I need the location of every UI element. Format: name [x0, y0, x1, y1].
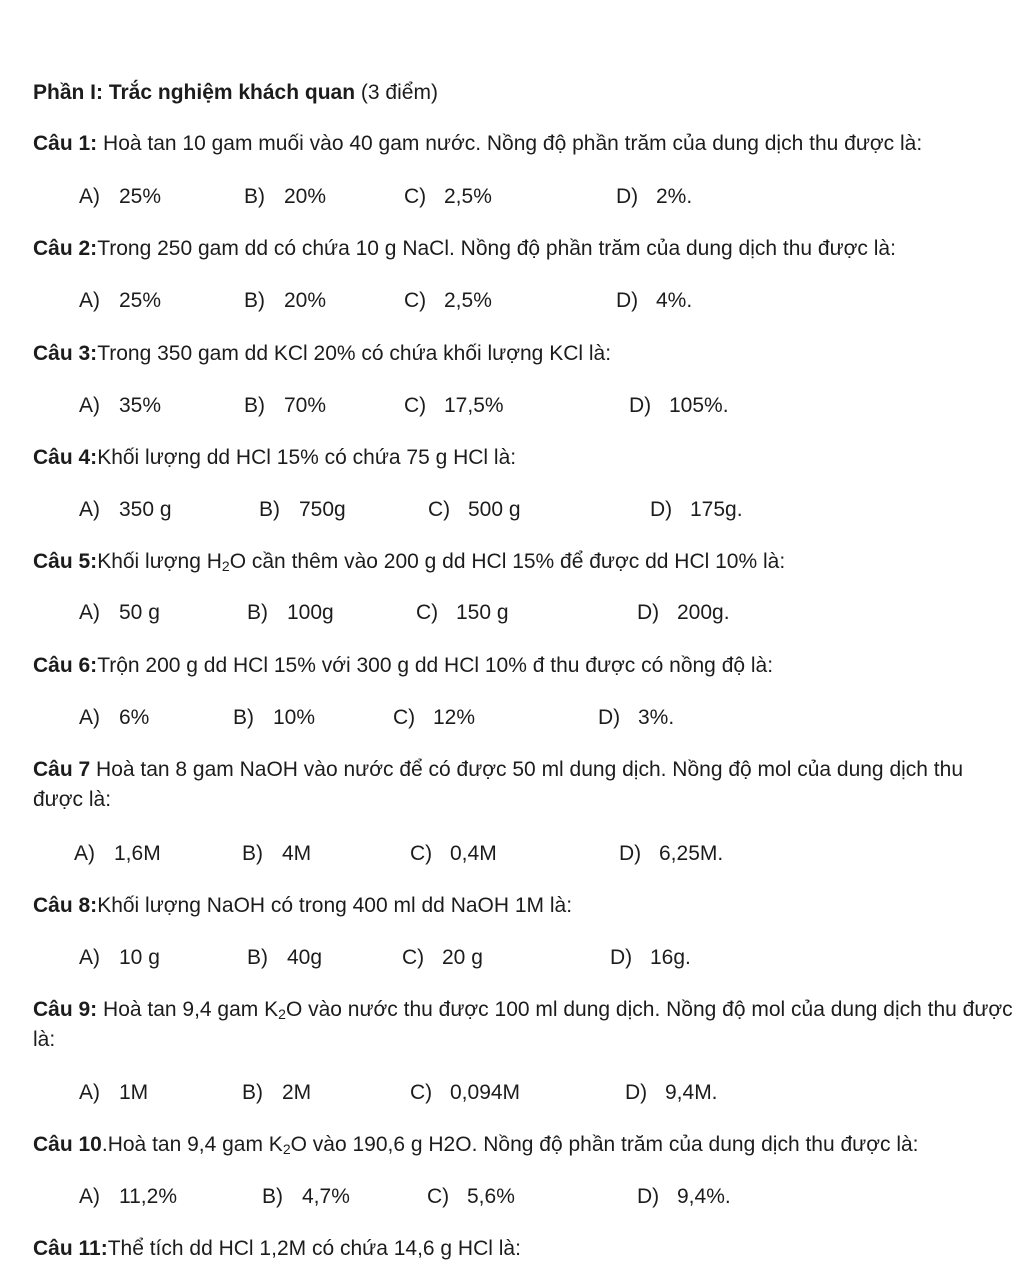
q2-option-d: D) 4%.	[616, 289, 693, 312]
q6-option-a: A) 6%	[79, 706, 150, 729]
q4-option-b: B) 750g	[259, 498, 346, 521]
question-3: Câu 3:Trong 350 gam dd KCl 20% có chứa khối lượng KCl là:	[33, 342, 612, 365]
q6-option-d: D) 3%.	[598, 706, 675, 729]
q10-option-a: A) 11,2%	[79, 1185, 177, 1208]
q9-option-d: D) 9,4M.	[625, 1081, 718, 1104]
question-2: Câu 2:Trong 250 gam dd có chứa 10 g NaCl. Nồng độ phần trăm của dung dịch thu được là:	[33, 237, 896, 260]
q1-option-b: B) 20%	[244, 185, 327, 208]
q10-option-c: C) 5,6%	[427, 1185, 515, 1208]
q8-option-c: C) 20 g	[402, 946, 483, 969]
question-1: Câu 1: Hoà tan 10 gam muối vào 40 gam nước. Nồng độ phần trăm của dung dịch thu được là:	[33, 132, 923, 155]
q5-option-a: A) 50 g	[79, 601, 160, 624]
q8-option-a: A) 10 g	[79, 946, 160, 969]
q1-option-d: D) 2%.	[616, 185, 693, 208]
question-8: Câu 8:Khối lượng NaOH có trong 400 ml dd NaOH 1M là:	[33, 894, 573, 917]
q9-option-c: C) 0,094M	[410, 1081, 521, 1104]
q4-option-d: D) 175g.	[650, 498, 743, 521]
question-4: Câu 4:Khối lượng dd HCl 15% có chứa 75 g HCl là:	[33, 446, 517, 469]
question-11: Câu 11:Thể tích dd HCl 1,2M có chứa 14,6 g HCl là:	[33, 1237, 521, 1260]
q2-option-b: B) 20%	[244, 289, 327, 312]
section-title: Phần I: Trắc nghiệm khách quan (3 điểm)	[33, 81, 438, 104]
q2-option-c: C) 2,5%	[404, 289, 492, 312]
q10-option-d: D) 9,4%.	[637, 1185, 731, 1208]
q5-option-c: C) 150 g	[416, 601, 509, 624]
q10-option-b: B) 4,7%	[262, 1185, 350, 1208]
question-7: Câu 7 Hoà tan 8 gam NaOH vào nước để có được 50 ml dung dịch. Nồng độ mol của dung dịch thu được là:	[33, 758, 963, 811]
q7-option-b: B) 4M	[242, 842, 312, 865]
question-10: Câu 10.Hoà tan 9,4 gam $K_2O$ vào 190,6 g H2O. Nồng độ phần trăm của dung dịch thu được là:	[33, 1133, 919, 1157]
q3-option-b: B) 70%	[244, 394, 327, 417]
q4-option-c: C) 500 g	[428, 498, 521, 521]
q5-option-d: D) 200g.	[637, 601, 730, 624]
q8-option-b: B) 40g	[247, 946, 323, 969]
question-9: Câu 9: Hoà tan 9,4 gam $K_2O$ vào nước thu được 100 ml dung dịch. Nồng độ mol của dung dịch thu được là:	[33, 998, 1013, 1051]
q9-option-a: A) 1M	[79, 1081, 149, 1104]
question-6: Câu 6:Trộn 200 g dd HCl 15% với 300 g dd HCl 10% đ thu được có nồng độ là:	[33, 654, 774, 677]
q5-option-b: B) 100g	[247, 601, 334, 624]
question-5: Câu 5:Khối lượng $H_2O$ cần thêm vào 200 g dd HCl 15% để được dd HCl 10% là:	[33, 550, 786, 574]
q6-option-b: B) 10%	[233, 706, 316, 729]
q4-option-a: A) 350 g	[79, 498, 172, 521]
q2-option-a: A) 25%	[79, 289, 162, 312]
q1-option-c: C) 2,5%	[404, 185, 492, 208]
q1-option-a: A) 25%	[79, 185, 162, 208]
q8-option-d: D) 16g.	[610, 946, 691, 969]
q6-option-c: C) 12%	[393, 706, 476, 729]
q3-option-c: C) 17,5%	[404, 394, 504, 417]
q3-option-d: D) 105%.	[629, 394, 729, 417]
q9-option-b: B) 2M	[242, 1081, 312, 1104]
q7-option-a: A) 1,6M	[74, 842, 161, 865]
q7-option-d: D) 6,25M.	[619, 842, 724, 865]
q7-option-c: C) 0,4M	[410, 842, 497, 865]
q3-option-a: A) 35%	[79, 394, 162, 417]
